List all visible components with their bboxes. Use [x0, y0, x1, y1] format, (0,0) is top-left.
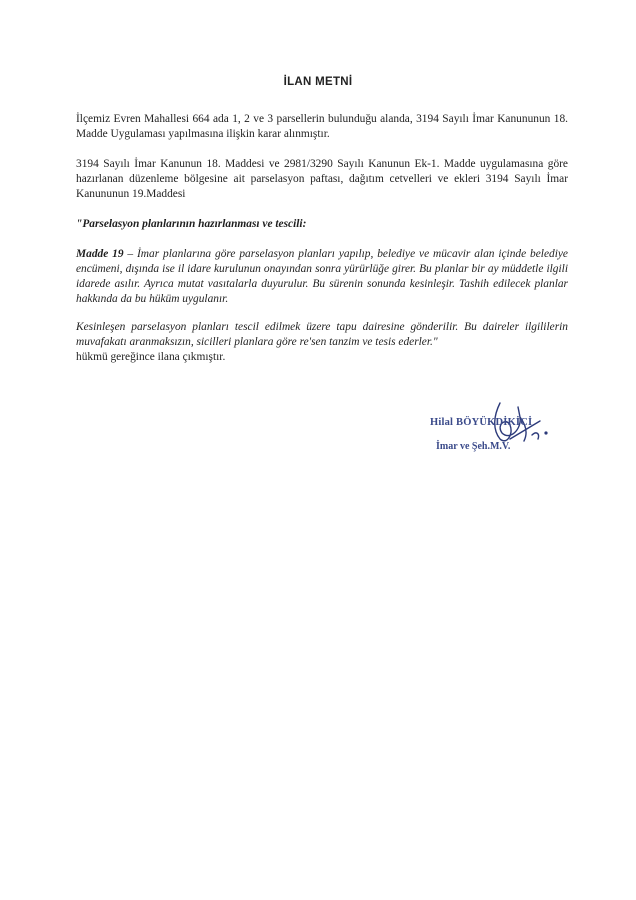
paragraph-registration: Kesinleşen parselasyon planları tescil edilmek üzere tapu dairesine gönderilir. Bu daireler ilgililerin muvafakatı aranmaksızın, sicilleri planlara göre re'sen tanzim ve tesis ederler."	[76, 321, 568, 348]
signature-title: İmar ve Şeh.M.V.	[436, 441, 511, 452]
signature-block	[420, 395, 580, 465]
article-label: Madde 19	[76, 248, 124, 260]
document-title: İLAN METNİ	[283, 76, 353, 88]
signature-name: Hilal BÖYÜKDİKİCİ	[430, 417, 533, 428]
article-text: – İmar planlarına göre parselasyon planları yapılıp, belediye ve mücavir alan içinde belediye encümeni, dışında ise il idare kurulunun onayından sonra yürürlüğe girer. Bu planlar bir ay müddetle ilgili idarede asılır. Ayrıca mutat vasıtalarla duyurulur. Bu sürenin sonunda kesinleşir. Tashih edilecek planlar hakkında da bu hüküm uygulanır.	[76, 248, 568, 305]
paragraph-decision: İlçemiz Evren Mahallesi 664 ada 1, 2 ve 3 parsellerin bulunduğu alanda, 3194 Sayılı İmar Kanununun 18. Madde Uygulaması yapılmasına ilişkin karar alınmıştır.	[76, 113, 568, 140]
article-19-paragraph	[76, 247, 568, 307]
paragraph-law-reference: 3194 Sayılı İmar Kanunun 18. Maddesi ve 2981/3290 Sayılı Kanunun Ek-1. Madde uygulamasına göre hazırlanan düzenleme bölgesine ait parselasyon paftası, dağıtım cetvelleri ve ekleri 3194 Sayılı İmar Kanununun 19.Maddesi	[76, 158, 568, 200]
article-heading: "Parselasyon planlarının hazırlanması ve tescili:	[76, 218, 307, 230]
paragraph-conclusion: hükmü gereğince ilana çıkmıştır.	[76, 351, 226, 363]
